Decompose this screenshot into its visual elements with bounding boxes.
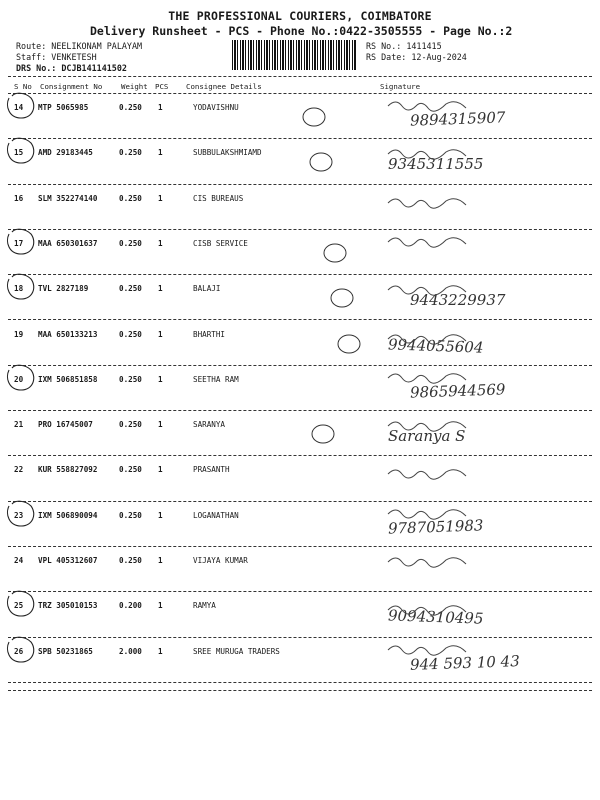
row-consignee: RAMYA: [193, 601, 216, 611]
row-pcs: 1: [158, 646, 163, 656]
row-consignee: VIJAYA KUMAR: [193, 556, 248, 565]
sno-circle-mark: [3, 135, 39, 169]
col-pcs: PCS: [155, 82, 169, 91]
runsheet-subtitle: Delivery Runsheet - PCS - Phone No.:0422-3505555 - Page No.:2: [90, 24, 513, 38]
row-consignment-no: IXM 506890094: [38, 510, 98, 520]
row-separator: [8, 410, 592, 411]
sno-circle-mark: [3, 452, 39, 486]
signature-scribble: [380, 323, 510, 353]
table-row: [0, 594, 600, 639]
row-consignee: BALAJI: [193, 284, 221, 294]
row-sno: 22: [14, 465, 24, 475]
row-signature: 9094310495: [387, 606, 484, 628]
row-weight: 0.250: [119, 465, 142, 475]
row-consignee: SUBBULAKSHMIAMD: [193, 148, 262, 158]
row-pcs: 1: [158, 329, 163, 339]
staff-label: Staff: VENKETESH: [16, 52, 97, 62]
signature-scribble: [380, 368, 510, 398]
row-consignee: CIS BUREAUS: [193, 193, 244, 203]
handwritten-mark: [335, 331, 365, 357]
sno-circle-mark: [3, 271, 39, 305]
row-consignment-no: VPL 405312607: [38, 556, 98, 565]
sno-circle-mark: [3, 226, 39, 260]
signature-scribble: [380, 187, 510, 217]
col-consignment: Consignment No: [40, 82, 103, 91]
row-weight: 0.250: [119, 510, 142, 520]
row-weight: 0.250: [119, 103, 142, 112]
row-pcs: 1: [158, 103, 163, 112]
row-consignment-no: IXM 506851858: [38, 374, 98, 384]
row-sno: 24: [14, 556, 24, 565]
handwritten-mark: [328, 285, 358, 311]
sno-circle-mark: [3, 90, 39, 124]
signature-scribble: [380, 594, 510, 624]
row-weight: 0.250: [119, 193, 142, 203]
col-weight: Weight: [121, 82, 148, 91]
row-consignment-no: TRZ 305010153: [38, 601, 98, 611]
signature-scribble: [380, 413, 510, 446]
signature-scribble: [380, 640, 510, 670]
row-consignee: YODAVISHNU: [193, 103, 239, 112]
signature-scribble: [380, 141, 510, 174]
row-weight: 0.250: [119, 329, 142, 339]
row-sno: 25: [14, 601, 24, 611]
row-separator: [8, 365, 592, 366]
row-signature: 9894315907: [409, 108, 506, 130]
row-signature: 9443229937: [410, 291, 506, 310]
table-row: [0, 504, 600, 549]
sno-circle-mark: [3, 588, 39, 622]
sno-circle-mark: [3, 362, 39, 396]
table-row: [0, 413, 600, 458]
row-consignment-no: MAA 650301637: [38, 238, 98, 248]
row-weight: 0.250: [119, 420, 142, 430]
row-separator: [8, 184, 592, 185]
rs-number: RS No.: 1411415: [366, 41, 442, 51]
header-separator: [8, 76, 592, 77]
row-consignment-no: KUR 558827092: [38, 465, 98, 475]
table-row: [0, 323, 600, 368]
row-sno: 19: [14, 329, 24, 339]
row-pcs: 1: [158, 601, 163, 611]
sno-circle-mark: [3, 317, 39, 351]
sno-circle-mark: [3, 634, 39, 668]
row-consignee: SEETHA RAM: [193, 374, 239, 384]
table-end-line: [8, 690, 592, 691]
row-signature: 9787051983: [387, 516, 484, 538]
row-signature: 9865944569: [409, 380, 506, 402]
row-separator: [8, 274, 592, 275]
handwritten-mark: [321, 240, 351, 266]
row-consignment-no: PRO 16745007: [38, 420, 93, 430]
row-sno: 23: [14, 510, 24, 520]
row-pcs: 1: [158, 238, 163, 248]
handwritten-mark: [307, 149, 337, 175]
sno-circle-mark: [3, 543, 39, 577]
row-separator: [8, 501, 592, 502]
row-pcs: 1: [158, 284, 163, 294]
handwritten-mark: [309, 421, 339, 447]
row-consignment-no: MTP 5065985: [38, 103, 89, 112]
table-row: [0, 368, 600, 413]
table-row: [0, 277, 600, 322]
row-sno: 17: [14, 238, 24, 248]
row-consignee: LOGANATHAN: [193, 510, 239, 520]
sno-circle-mark: [3, 498, 39, 532]
row-consignee: CISB SERVICE: [193, 238, 248, 248]
handwritten-mark: [300, 104, 330, 130]
signature-scribble: [380, 549, 510, 579]
sno-circle-mark: [3, 407, 39, 441]
table-row: [0, 187, 600, 232]
row-separator: [8, 546, 592, 547]
table-row: [0, 549, 600, 594]
row-pcs: 1: [158, 193, 163, 203]
row-weight: 0.250: [119, 374, 142, 384]
drs-label: DRS No.: DCJB141141502: [16, 63, 127, 73]
row-consignee: PRASANTH: [193, 465, 230, 475]
row-separator: [8, 229, 592, 230]
row-sno: 16: [14, 193, 24, 203]
row-consignee: BHARTHI: [193, 329, 226, 339]
row-consignment-no: AMD 29183445: [38, 148, 93, 158]
table-row: [0, 640, 600, 685]
row-signature: 9345311555: [388, 155, 484, 174]
table-row: [0, 96, 600, 141]
row-sno: 18: [14, 284, 24, 294]
row-separator: [8, 319, 592, 320]
table-row: [0, 232, 600, 277]
row-pcs: 1: [158, 556, 163, 565]
row-weight: 2.000: [119, 646, 142, 656]
signature-scribble: [380, 458, 510, 488]
row-separator: [8, 637, 592, 638]
row-weight: 0.200: [119, 601, 142, 611]
row-signature: 9944055604: [387, 334, 484, 357]
row-signature: Saranya S: [388, 427, 466, 446]
row-consignment-no: TVL 2827189: [38, 284, 89, 294]
row-weight: 0.250: [119, 556, 142, 565]
table-row: [0, 458, 600, 503]
row-weight: 0.250: [119, 148, 142, 158]
col-consignee: Consignee Details: [186, 82, 262, 91]
row-pcs: 1: [158, 465, 163, 475]
column-separator: [8, 93, 592, 94]
row-consignment-no: MAA 650133213: [38, 329, 98, 339]
row-consignment-no: SLM 352274140: [38, 193, 98, 203]
row-pcs: 1: [158, 148, 163, 158]
row-weight: 0.250: [119, 284, 142, 294]
signature-scribble: [380, 504, 510, 534]
row-consignee: SARANYA: [193, 420, 226, 430]
row-separator: [8, 682, 592, 683]
row-consignment-no: SPB 50231865: [38, 646, 93, 656]
signature-scribble: [380, 232, 510, 262]
row-sno: 14: [14, 103, 24, 112]
row-pcs: 1: [158, 510, 163, 520]
rs-date: RS Date: 12-Aug-2024: [366, 52, 467, 62]
row-sno: 21: [14, 420, 24, 430]
table-row: [0, 141, 600, 186]
route-label: Route: NEELIKONAM PALAYAM: [16, 41, 143, 51]
row-sno: 20: [14, 374, 24, 384]
signature-scribble: [380, 96, 510, 126]
row-consignee: SREE MURUGA TRADERS: [193, 646, 280, 656]
row-separator: [8, 138, 592, 139]
row-signature: 944 593 10 43: [409, 651, 521, 674]
signature-scribble: [380, 277, 510, 310]
col-sno: S No: [14, 82, 32, 91]
row-pcs: 1: [158, 374, 163, 384]
sno-circle-mark: [3, 181, 39, 215]
company-title: THE PROFESSIONAL COURIERS, COIMBATORE: [168, 9, 432, 23]
row-sno: 26: [14, 646, 24, 656]
barcode-image: [232, 40, 357, 70]
row-separator: [8, 591, 592, 592]
row-sno: 15: [14, 148, 24, 158]
col-signature: Signature: [380, 82, 421, 91]
row-pcs: 1: [158, 420, 163, 430]
row-separator: [8, 455, 592, 456]
row-weight: 0.250: [119, 238, 142, 248]
